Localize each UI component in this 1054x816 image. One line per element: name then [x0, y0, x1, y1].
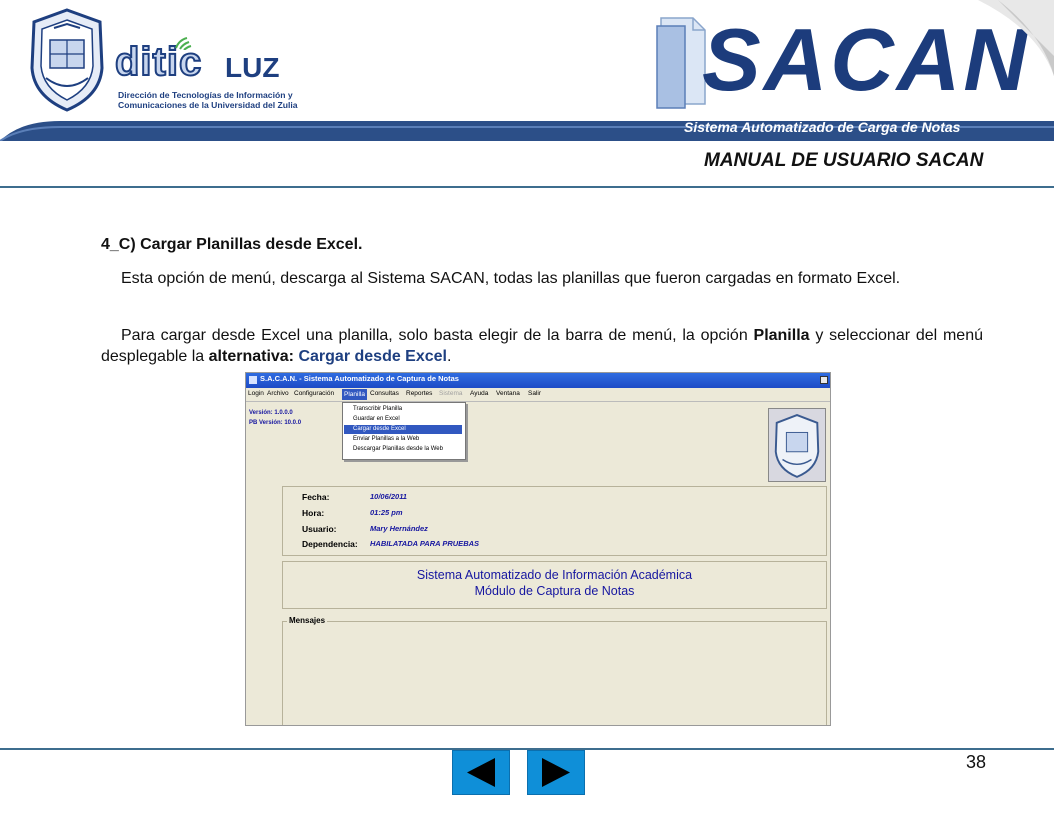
planilla-dropdown — [342, 402, 466, 460]
messages-box — [282, 616, 827, 726]
menu-salir: Salir — [528, 390, 542, 397]
paragraph-2-part2: y seleccionar del menú desplegable la — [101, 327, 983, 365]
menu-ayuda: Ayuda — [470, 390, 489, 397]
fecha-label: Fecha: — [302, 492, 330, 502]
menu-sistema: Sistema — [439, 390, 463, 397]
version-line: Versión: 1.0.0.0 — [249, 410, 293, 416]
menu-reportes: Reportes — [406, 390, 433, 397]
window-control-icon — [820, 376, 828, 384]
dependencia-label: Dependencia: — [302, 539, 358, 549]
next-page-button[interactable] — [527, 750, 585, 795]
paragraph-2-bold2: alternativa: — [208, 348, 295, 365]
messages-label: Mensajes — [289, 616, 326, 625]
signal-waves-icon — [173, 34, 199, 50]
page-number: 38 — [966, 752, 987, 772]
dropdown-item-selected: Cargar desde Excel — [344, 425, 462, 434]
menu-planilla: Planilla — [344, 391, 365, 398]
dropdown-item: Descargar Planillas desde la Web — [353, 446, 443, 452]
paragraph-2-part1: Para cargar desde Excel una planilla, solo basta elegir de la barra de menú, la opción — [121, 327, 754, 344]
app-screenshot — [245, 372, 831, 726]
university-seal-icon — [28, 8, 106, 112]
menu-ventana: Ventana — [496, 390, 520, 397]
triangle-left-icon — [453, 751, 509, 794]
previous-page-button[interactable] — [452, 750, 510, 795]
paragraph-1-text: Esta opción de menú, descarga al Sistema SACAN, todas las planillas que fueron cargadas en formato Excel. — [121, 270, 901, 287]
fecha-value: 10/06/2011 — [370, 492, 407, 501]
page-curl-icon — [978, 0, 1054, 76]
hora-label: Hora: — [302, 508, 325, 518]
paragraph-2 — [101, 325, 983, 367]
ditic-subtitle-line1: Dirección de Tecnologías de Información y — [118, 90, 293, 100]
page-header — [0, 0, 1054, 190]
dropdown-item: Transcribir Planilla — [353, 406, 403, 412]
ditic-word: ditic — [115, 40, 203, 84]
menu-consultas: Consultas — [370, 390, 399, 397]
menu-login: Login — [248, 390, 264, 397]
triangle-right-icon — [528, 751, 584, 794]
ditic-subtitle-line2: Comunicaciones de la Universidad del Zulia — [118, 100, 298, 110]
paragraph-2-end: . — [447, 348, 452, 365]
university-seal-icon — [768, 408, 826, 482]
usuario-label: Usuario: — [302, 524, 337, 534]
tagline: Sistema Automatizado de Carga de Notas — [684, 119, 961, 135]
header-divider — [0, 186, 1054, 188]
ditic-luz-logo — [115, 40, 325, 120]
screenshot-window-title: S.A.C.A.N. - Sistema Automatizado de Captura de Notas — [260, 374, 459, 383]
app-icon — [249, 376, 257, 384]
paragraph-2-bold: Planilla — [753, 327, 810, 344]
dependencia-value: HABILATADA PARA PRUEBAS — [370, 539, 480, 548]
version-info — [249, 408, 301, 428]
sacan-logo-text: SACAN — [702, 10, 1030, 109]
pb-version-line: PB Versión: 10.0.0 — [249, 420, 302, 426]
section-heading: 4_C) Cargar Planillas desde Excel. — [101, 236, 363, 253]
screenshot-menubar — [246, 388, 830, 402]
banner-line-1: Sistema Automatizado de Información Académica — [416, 568, 693, 582]
menu-archivo: Archivo — [267, 390, 289, 397]
dropdown-item: Guardar en Excel — [353, 416, 400, 422]
luz-word: LUZ — [225, 52, 280, 83]
dropdown-item: Enviar Planillas a la Web — [353, 436, 420, 442]
usuario-value: Mary Hernández — [370, 524, 428, 533]
banner-line-2: Módulo de Captura de Notas — [474, 584, 635, 598]
hora-value: 01:25 pm — [370, 508, 403, 517]
paragraph-1 — [101, 268, 983, 289]
manual-title: MANUAL DE USUARIO SACAN — [704, 150, 984, 171]
system-banner — [282, 561, 827, 609]
menu-configuracion: Configuración — [294, 390, 335, 397]
screenshot-titlebar — [246, 373, 830, 388]
session-info-box — [282, 486, 827, 556]
paragraph-2-highlight: Cargar desde Excel — [298, 348, 447, 365]
